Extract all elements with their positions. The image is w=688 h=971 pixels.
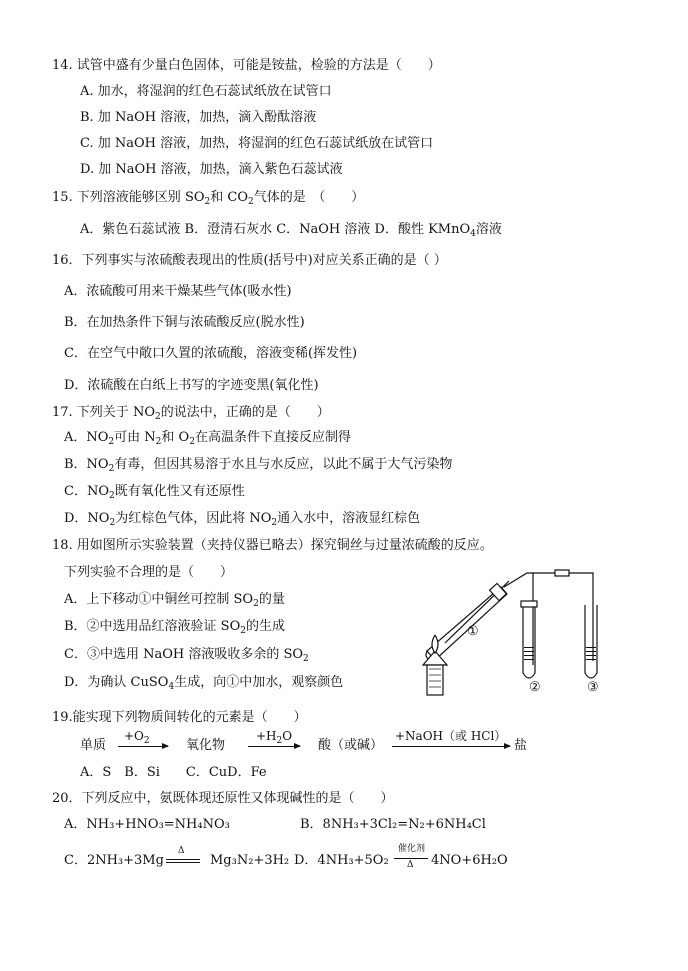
q19-chain-2: 氧化物 [186, 738, 226, 753]
q16-stem: 16．下列事实与浓硫酸表现出的性质(括号中)对应关系正确的是（ ） [52, 253, 447, 268]
q18-option-a: A．上下移动①中铜丝可控制 $SO_2$的量 [64, 592, 285, 609]
q19-stem: 19.能实现下列物质间转化的元素是（ ） [52, 710, 307, 725]
q19-arrow-3 [392, 746, 510, 747]
q20-c-condition: Δ [178, 846, 185, 856]
q20-stem: 20．下列反应中，氨既体现还原性又体现碱性的是（ ） [52, 791, 394, 806]
q20-d-condition-top: 催化剂 [398, 844, 426, 854]
fig-label-1: ① [467, 624, 479, 639]
q14-option-a: A. 加水，将湿润的红色石蕊试纸放在试管口 [80, 84, 332, 99]
fig-label-2: ② [529, 680, 541, 695]
q19-chain-3: 酸（或碱） [318, 738, 384, 753]
q18-option-b: B．②中选用品红溶液验证 $SO_2$的生成 [64, 619, 285, 636]
q19-arrow3-label: +NaOH（或 HCl） [395, 729, 507, 743]
q19-arrow-1 [118, 746, 168, 747]
q16-option-d: D．浓硫酸在白纸上书写的字迹变黑(氧化性) [64, 378, 319, 393]
q18-stem: 18. 用如图所示实验装置（夹持仪器已略去）探究铜丝与过量浓硫酸的反应。 [52, 538, 493, 553]
q19-arrow2-label: $+H_2O$ [256, 729, 293, 746]
q20-d-products: 4NO+6H₂O [431, 853, 508, 868]
q19-arrow-2 [248, 746, 300, 747]
q18-stem-2: 下列实验不合理的是（ ） [64, 565, 234, 580]
q16-option-c: C．在空气中敞口久置的浓硫酸，溶液变稀(挥发性) [64, 346, 358, 361]
q14-option-c: C. 加 NaOH 溶液，加热，将湿润的红色石蕊试纸放在试管口 [80, 136, 434, 151]
q16-option-a: A．浓硫酸可用来干燥某些气体(吸水性) [64, 284, 292, 299]
q19-chain-1: 单质 [80, 738, 107, 753]
q17-option-b: B．$NO_2$有毒，但因其易溶于水且与水反应，以此不属于大气污染物 [64, 457, 453, 474]
q17-option-d: D．$NO_2$为红棕色气体，因此将 $NO_2$通入水中，溶液显红棕色 [64, 511, 421, 528]
fig-label-3: ③ [587, 680, 599, 695]
q17-option-c: C．$NO_2$既有氧化性又有还原性 [64, 484, 245, 501]
q20-d-equals [394, 858, 428, 859]
q15-options: A．紫色石蕊试液 B．澄清石灰水 C．NaOH 溶液 D．酸性 KMnO$_4$溶液 [80, 222, 502, 239]
apparatus-figure [405, 565, 615, 700]
q20-c-equals [166, 859, 200, 863]
q19-chain-4: 盐 [514, 738, 528, 753]
q14-option-d: D. 加 NaOH 溶液，加热，滴入紫色石蕊试液 [80, 162, 343, 177]
q15-stem: 15. 下列溶液能够区别 $SO_2$和 $CO_2$气体的是 （ ） [52, 190, 365, 207]
q18-option-d: D．为确认 CuSO$_4$生成，向①中加水，观察颜色 [64, 675, 344, 692]
q20-option-a: A．NH₃+HNO₃=NH₄NO₃ [64, 817, 230, 832]
q14-stem: 14. 试管中盛有少量白色固体，可能是铵盐，检验的方法是（ ） [52, 58, 441, 73]
q19-arrow1-label: $+O_2$ [124, 729, 150, 746]
q20-d-condition-bottom: Δ [407, 860, 414, 870]
q17-option-a: A．$NO_2$可由 $N_2$和 $O_2$在高温条件下直接反应制得 [64, 430, 351, 447]
q20-option-b: B．8NH₃+3Cl₂=N₂+6NH₄Cl [300, 817, 486, 832]
q14-option-b: B. 加 NaOH 溶液，加热，滴入酚酞溶液 [80, 110, 317, 125]
q16-option-b: B．在加热条件下铜与浓硫酸反应(脱水性) [64, 315, 305, 330]
q17-stem: 17. 下列关于 $NO_2$的说法中，正确的是（ ） [52, 405, 330, 422]
q19-options: A．S B．Si C．CuD．Fe [80, 765, 267, 780]
q20-c-products: Mg₃N₂+3H₂ [210, 853, 290, 868]
q20-option-c: C．2NH₃+3Mg [64, 853, 164, 868]
q20-option-d: D．4NH₃+5O₂ [294, 853, 389, 868]
q18-option-c: C．③中选用 NaOH 溶液吸收多余的 $SO_2$ [64, 647, 309, 664]
